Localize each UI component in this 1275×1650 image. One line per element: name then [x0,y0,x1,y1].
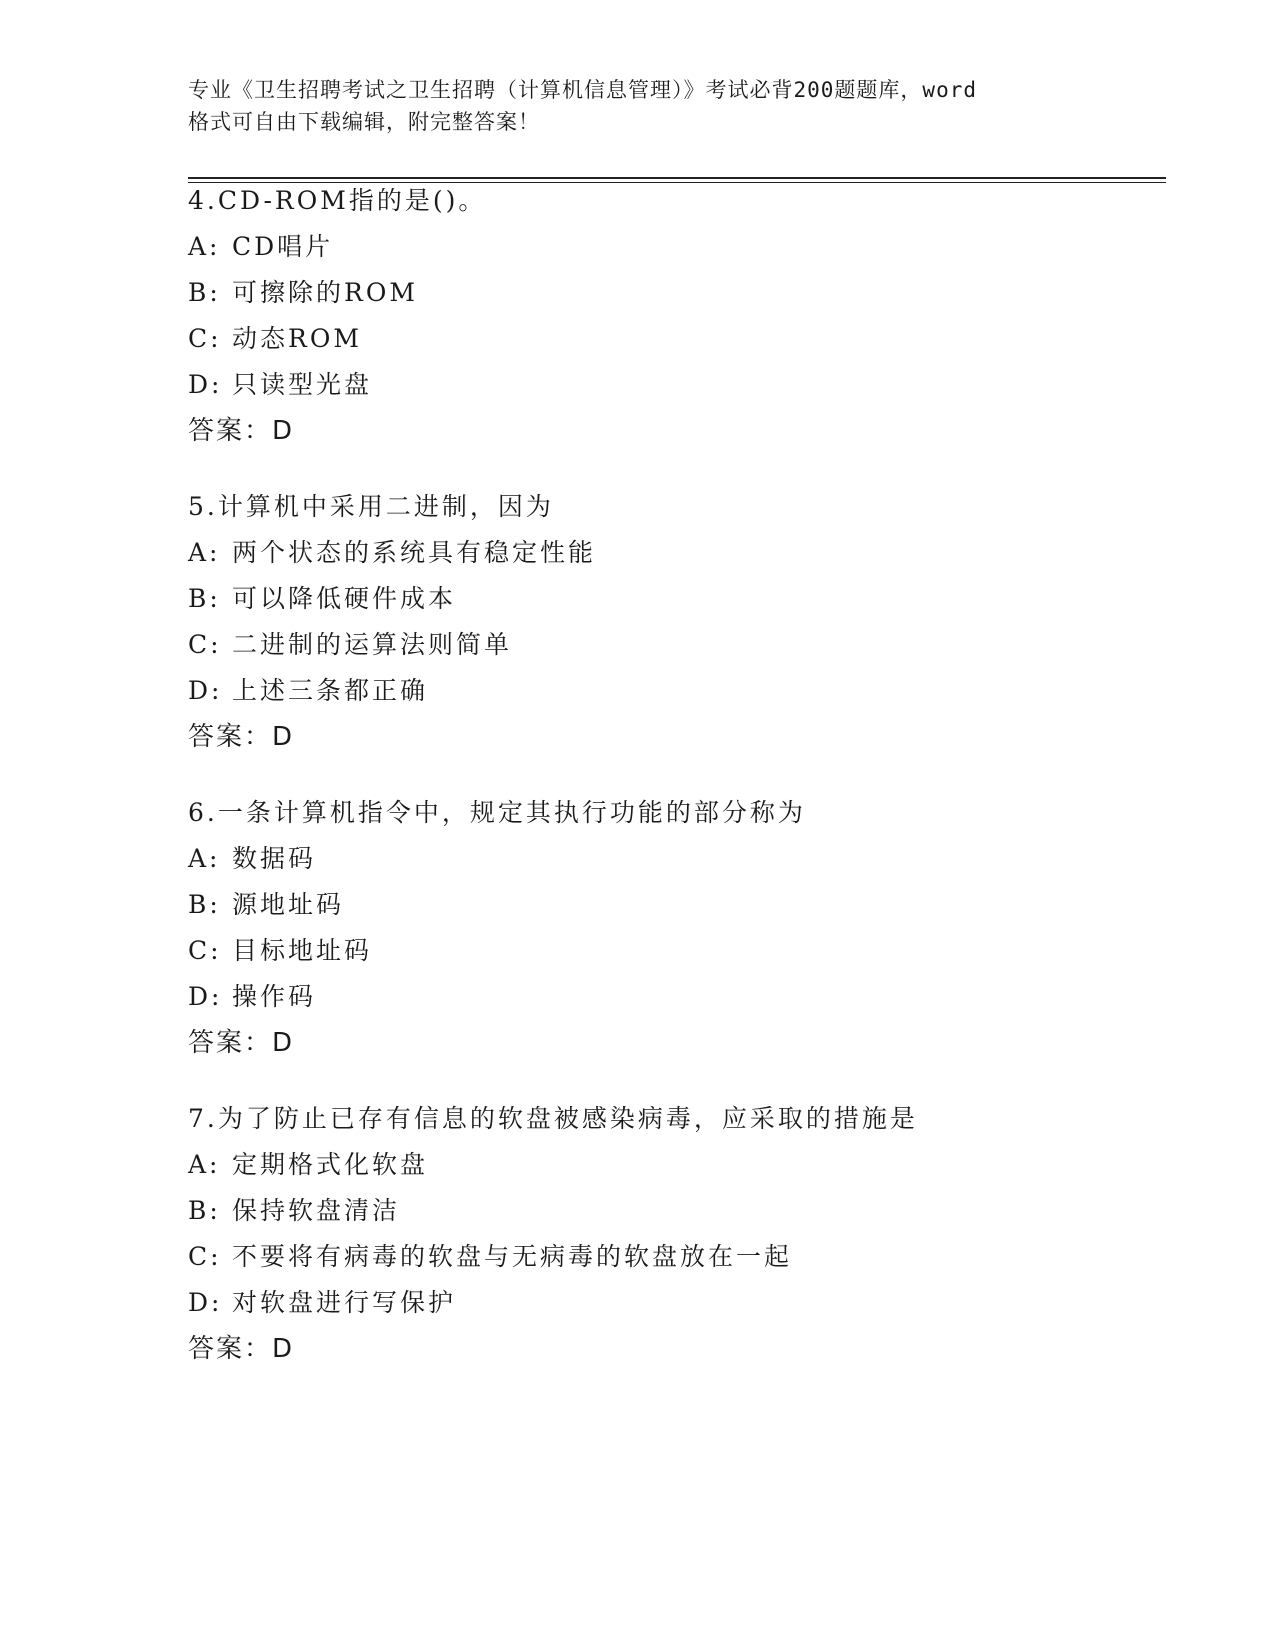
header-line-1: 专业《卫生招聘考试之卫生招聘（计算机信息管理）》考试必背200题题库，word [188,78,977,102]
option-letter: D: [188,1288,223,1317]
option-text: 只读型光盘 [232,370,373,399]
answer-line: 答案：D [188,1334,295,1364]
answer-line: 答案：D [188,416,295,446]
option-letter: D: [188,982,223,1011]
option-text: 源地址码 [232,890,345,919]
option-letter: A: [188,538,221,567]
option-a [188,1142,1168,1188]
option-d [188,362,1168,408]
option-letter: B: [188,278,221,307]
option-a [188,224,1168,270]
option-letter: D: [188,676,223,705]
option-text: 不要将有病毒的软盘与无病毒的软盘放在一起 [232,1242,793,1271]
option-text: 可擦除的ROM [232,278,418,307]
answer-line: 答案：D [188,722,295,752]
option-c [188,316,1168,362]
option-d [188,1280,1168,1326]
option-b [188,270,1168,316]
option-letter: D: [188,370,223,399]
option-letter: A: [188,1150,221,1179]
option-letter: C: [188,630,222,659]
option-text: 上述三条都正确 [232,676,429,705]
question-stem: 5.计算机中采用二进制，因为 [188,492,554,521]
option-text: 对软盘进行写保护 [232,1288,457,1317]
option-b [188,576,1168,622]
question-stem: 6.一条计算机指令中，规定其执行功能的部分称为 [188,798,806,827]
header-line-2: 格式可自由下载编辑，附完整答案！ [188,110,540,134]
option-text: 保持软盘清洁 [232,1196,401,1225]
option-text: 可以降低硬件成本 [232,584,457,613]
question-7 [188,1096,1168,1372]
option-d [188,668,1168,714]
question-stem: 7.为了防止已存有信息的软盘被感染病毒，应采取的措施是 [188,1104,918,1133]
option-a [188,836,1168,882]
question-stem: 4.CD-ROM指的是()。 [188,186,487,215]
option-text: 目标地址码 [232,936,373,965]
option-letter: B: [188,1196,221,1225]
question-6 [188,790,1168,1066]
option-a [188,530,1168,576]
option-d [188,974,1168,1020]
answer-line: 答案：D [188,1028,295,1058]
option-b [188,1188,1168,1234]
question-4 [188,178,1168,454]
option-letter: B: [188,584,221,613]
option-text: 数据码 [232,844,317,873]
option-text: CD唱片 [232,232,334,261]
option-c [188,1234,1168,1280]
option-letter: B: [188,890,221,919]
option-letter: C: [188,1242,222,1271]
option-text: 两个状态的系统具有稳定性能 [232,538,597,567]
option-letter: A: [188,844,221,873]
option-b [188,882,1168,928]
option-letter: C: [188,324,222,353]
option-c [188,622,1168,668]
option-text: 动态ROM [232,324,362,353]
question-5 [188,484,1168,760]
option-letter: A: [188,232,221,261]
document-header [188,74,1108,138]
option-letter: C: [188,936,222,965]
option-text: 二进制的运算法则简单 [232,630,513,659]
option-text: 操作码 [232,982,317,1011]
option-text: 定期格式化软盘 [232,1150,429,1179]
option-c [188,928,1168,974]
